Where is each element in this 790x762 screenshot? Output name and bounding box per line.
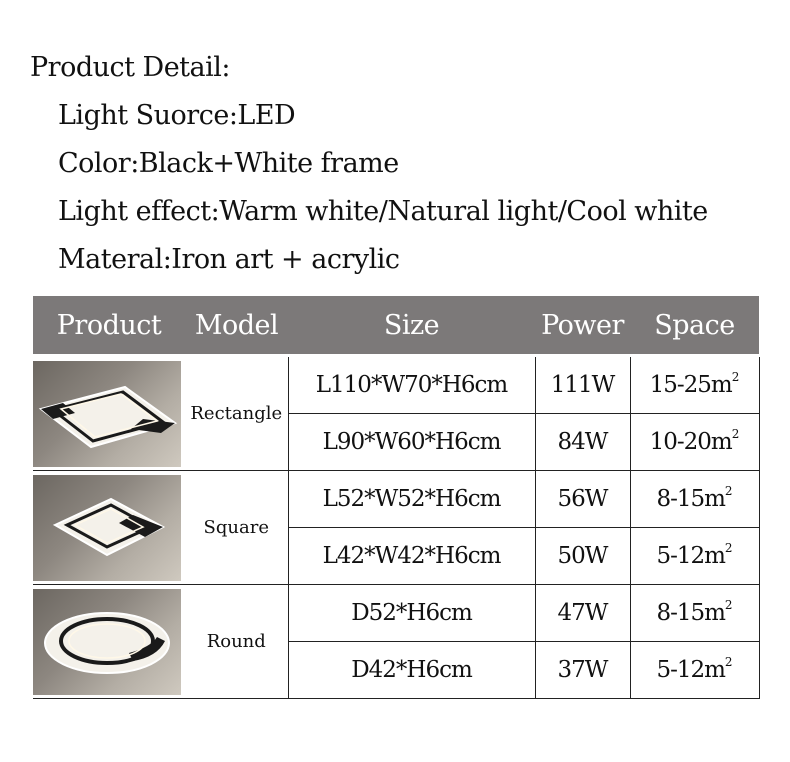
space-cell: $5-12m^2$ [630, 642, 759, 699]
product-photo-cell [33, 585, 185, 699]
power-cell: 56W [535, 471, 630, 528]
header-size: Size [288, 296, 535, 356]
header-power: Power [535, 296, 630, 356]
power-cell: 50W [535, 528, 630, 585]
product-details [30, 52, 708, 292]
space-cell: $8-15m^2$ [630, 471, 759, 528]
power-cell: 47W [535, 585, 630, 642]
product-photo-cell [33, 471, 185, 585]
power-cell: 84W [535, 414, 630, 471]
size-cell: L110*W70*H6cm [288, 356, 535, 414]
detail-color: Color:Black+White frame [58, 148, 399, 179]
size-cell: L42*W42*H6cm [288, 528, 535, 585]
spec-table [33, 296, 760, 699]
power-cell: 111W [535, 356, 630, 414]
detail-material: Materal:Iron art + acrylic [58, 244, 400, 275]
model-name: Square [185, 471, 288, 585]
detail-light-source: Light Suorce:LED [58, 100, 296, 131]
model-name: Round [185, 585, 288, 699]
details-heading: Product Detail: [30, 52, 230, 83]
size-cell: L52*W52*H6cm [288, 471, 535, 528]
table-row [33, 356, 759, 414]
round-lamp-image [33, 589, 181, 695]
header-model: Model [185, 296, 288, 356]
space-cell: $10-20m^2$ [630, 414, 759, 471]
header-space: Space [630, 296, 759, 356]
space-cell: $15-25m^2$ [630, 356, 759, 414]
table-row [33, 471, 759, 528]
size-cell: L90*W60*H6cm [288, 414, 535, 471]
table-header-row [33, 296, 759, 356]
power-cell: 37W [535, 642, 630, 699]
header-product: Product [33, 296, 185, 356]
table-row [33, 585, 759, 642]
square-lamp-image [33, 475, 181, 581]
model-name: Rectangle [185, 356, 288, 471]
space-cell: $5-12m^2$ [630, 528, 759, 585]
detail-light-effect: Light effect:Warm white/Natural light/Cool white [58, 196, 708, 227]
size-cell: D42*H6cm [288, 642, 535, 699]
product-photo-cell [33, 356, 185, 471]
size-cell: D52*H6cm [288, 585, 535, 642]
space-cell: $8-15m^2$ [630, 585, 759, 642]
rectangle-lamp-image [33, 361, 181, 467]
